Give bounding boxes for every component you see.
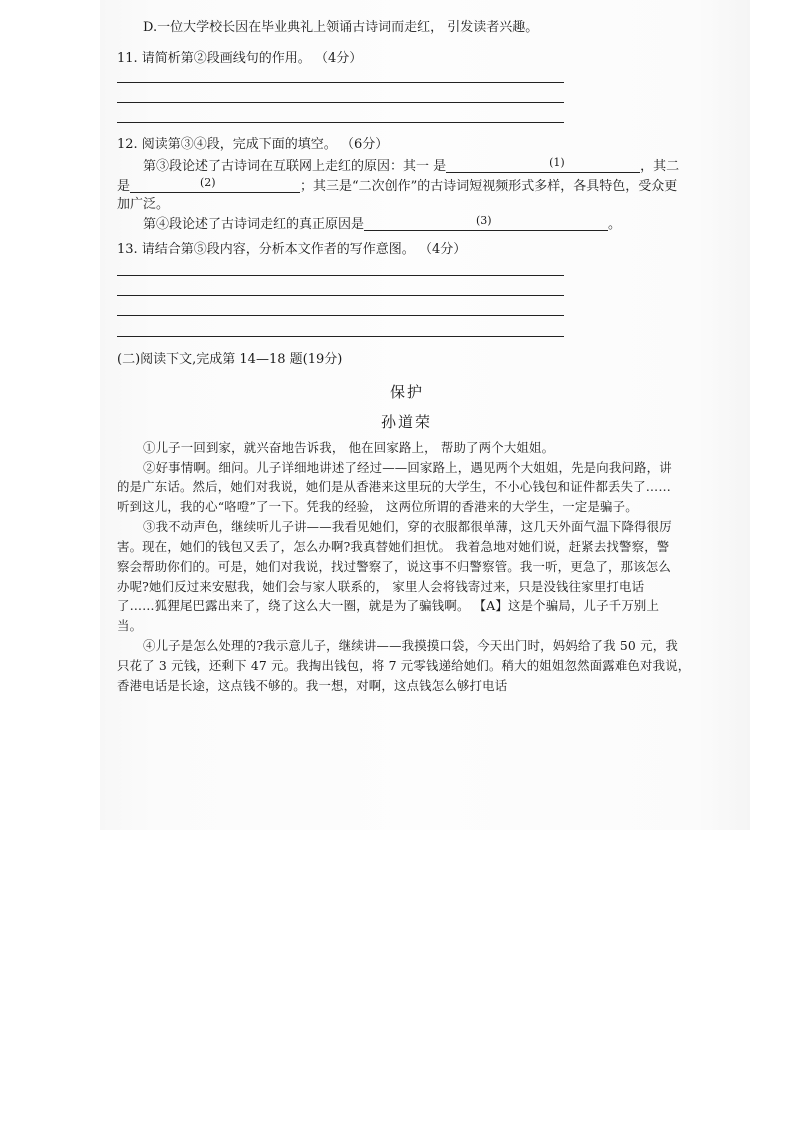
- question-11: 11. 请简析第②段画线句的作用。 （4分）: [117, 51, 363, 66]
- q12-line-4: [143, 216, 621, 233]
- q12-line-4-text: 第④段论述了古诗词走红的真正原因是: [143, 217, 365, 232]
- q12-line-2-start: 是: [117, 179, 131, 194]
- story-title: 保护: [390, 383, 425, 401]
- answer-line[interactable]: [117, 82, 564, 83]
- blank-1-number: (1): [549, 156, 565, 169]
- paragraph-line: 察会帮助你们的。可是，她们对我说，找过警察了，说这事不归警察管。我一听，更急了，那该怎么: [117, 559, 671, 574]
- blank-2[interactable]: [130, 178, 300, 193]
- paragraph-line: 香港电话是长途，这点钱不够的。我一想，对啊，这点钱怎么够打电话: [117, 678, 508, 693]
- answer-line[interactable]: [117, 275, 564, 276]
- paragraph-line: 的是广东话。然后，她们对我说，她们是从香港来这里玩的大学生，不小心钱包和证件都丢失了……: [117, 479, 671, 494]
- blank-3[interactable]: [364, 216, 608, 231]
- blank-3-number: (3): [476, 214, 492, 227]
- option-d: D.一位大学校长因在毕业典礼上领诵古诗词而走红， 引发读者兴趣。: [143, 20, 539, 35]
- q12-line-1-text: 第③段论述了古诗词在互联网上走红的原因：其一 是: [143, 159, 447, 174]
- answer-line[interactable]: [117, 122, 564, 123]
- paragraph-line: ④儿子是怎么处理的?我示意儿子，继续讲——我摸摸口袋，今天出门时，妈妈给了我 50 元，我: [143, 638, 678, 653]
- paragraph-line: 害。现在，她们的钱包又丢了，怎么办啊?我真替她们担忧。 我着急地对她们说，赶紧去找警察，警: [117, 539, 670, 554]
- q12-line-3: 加广泛。: [117, 197, 170, 212]
- q12-line-2: [117, 178, 677, 195]
- q12-line-2-text: ；其三是“二次创作”的古诗词短视频形式多样，各具特色，受众更: [300, 179, 678, 194]
- blank-2-number: (2): [200, 176, 216, 189]
- answer-line[interactable]: [117, 336, 564, 337]
- blank-1[interactable]: [446, 158, 640, 173]
- paragraph-line: ①儿子一回到家，就兴奋地告诉我， 他在回家路上， 帮助了两个大姐姐。: [143, 440, 555, 455]
- q12-line-1: [143, 158, 679, 175]
- paragraph-line: ③我不动声色，继续听儿子讲——我看见她们，穿的衣服都很单薄，这几天外面气温下降得很厉: [143, 519, 672, 534]
- paragraph-line: 听到这儿，我的心“咯噔”了一下。凭我的经验， 这两位所谓的香港来的大学生，一定是骗子。: [117, 499, 638, 514]
- answer-line[interactable]: [117, 315, 564, 316]
- q12-line-4-end: 。: [608, 217, 622, 232]
- paragraph-line: 只花了 3 元钱，还剩下 47 元。我掏出钱包，将 7 元零钱递给她们。稍大的姐姐忽然面露难色对我说，: [117, 658, 691, 673]
- answer-line[interactable]: [117, 295, 564, 296]
- paragraph-line: 了……狐狸尾巴露出来了，绕了这么大一圈，就是为了骗钱啊。 【A】这是个骗局，儿子千万别上: [117, 598, 660, 613]
- section-heading: (二)阅读下文,完成第 14—18 题(19分): [117, 352, 343, 367]
- q12-line-1-end: ，其二: [640, 159, 680, 174]
- question-13: 13. 请结合第⑤段内容，分析本文作者的写作意图。 （4分）: [117, 242, 467, 257]
- paragraph-line: 当。: [117, 618, 143, 633]
- story-author: 孙道荣: [381, 413, 433, 431]
- question-12: 12. 阅读第③④段，完成下面的填空。 （6分）: [117, 137, 389, 152]
- paragraph-line: ②好事情啊。细问。儿子详细地讲述了经过——回家路上，遇见两个大姐姐，先是向我问路，讲: [143, 460, 672, 475]
- answer-line[interactable]: [117, 102, 564, 103]
- paragraph-line: 办呢?她们反过来安慰我，她们会与家人联系的， 家里人会将钱寄过来，只是没钱往家里打电话: [117, 579, 645, 594]
